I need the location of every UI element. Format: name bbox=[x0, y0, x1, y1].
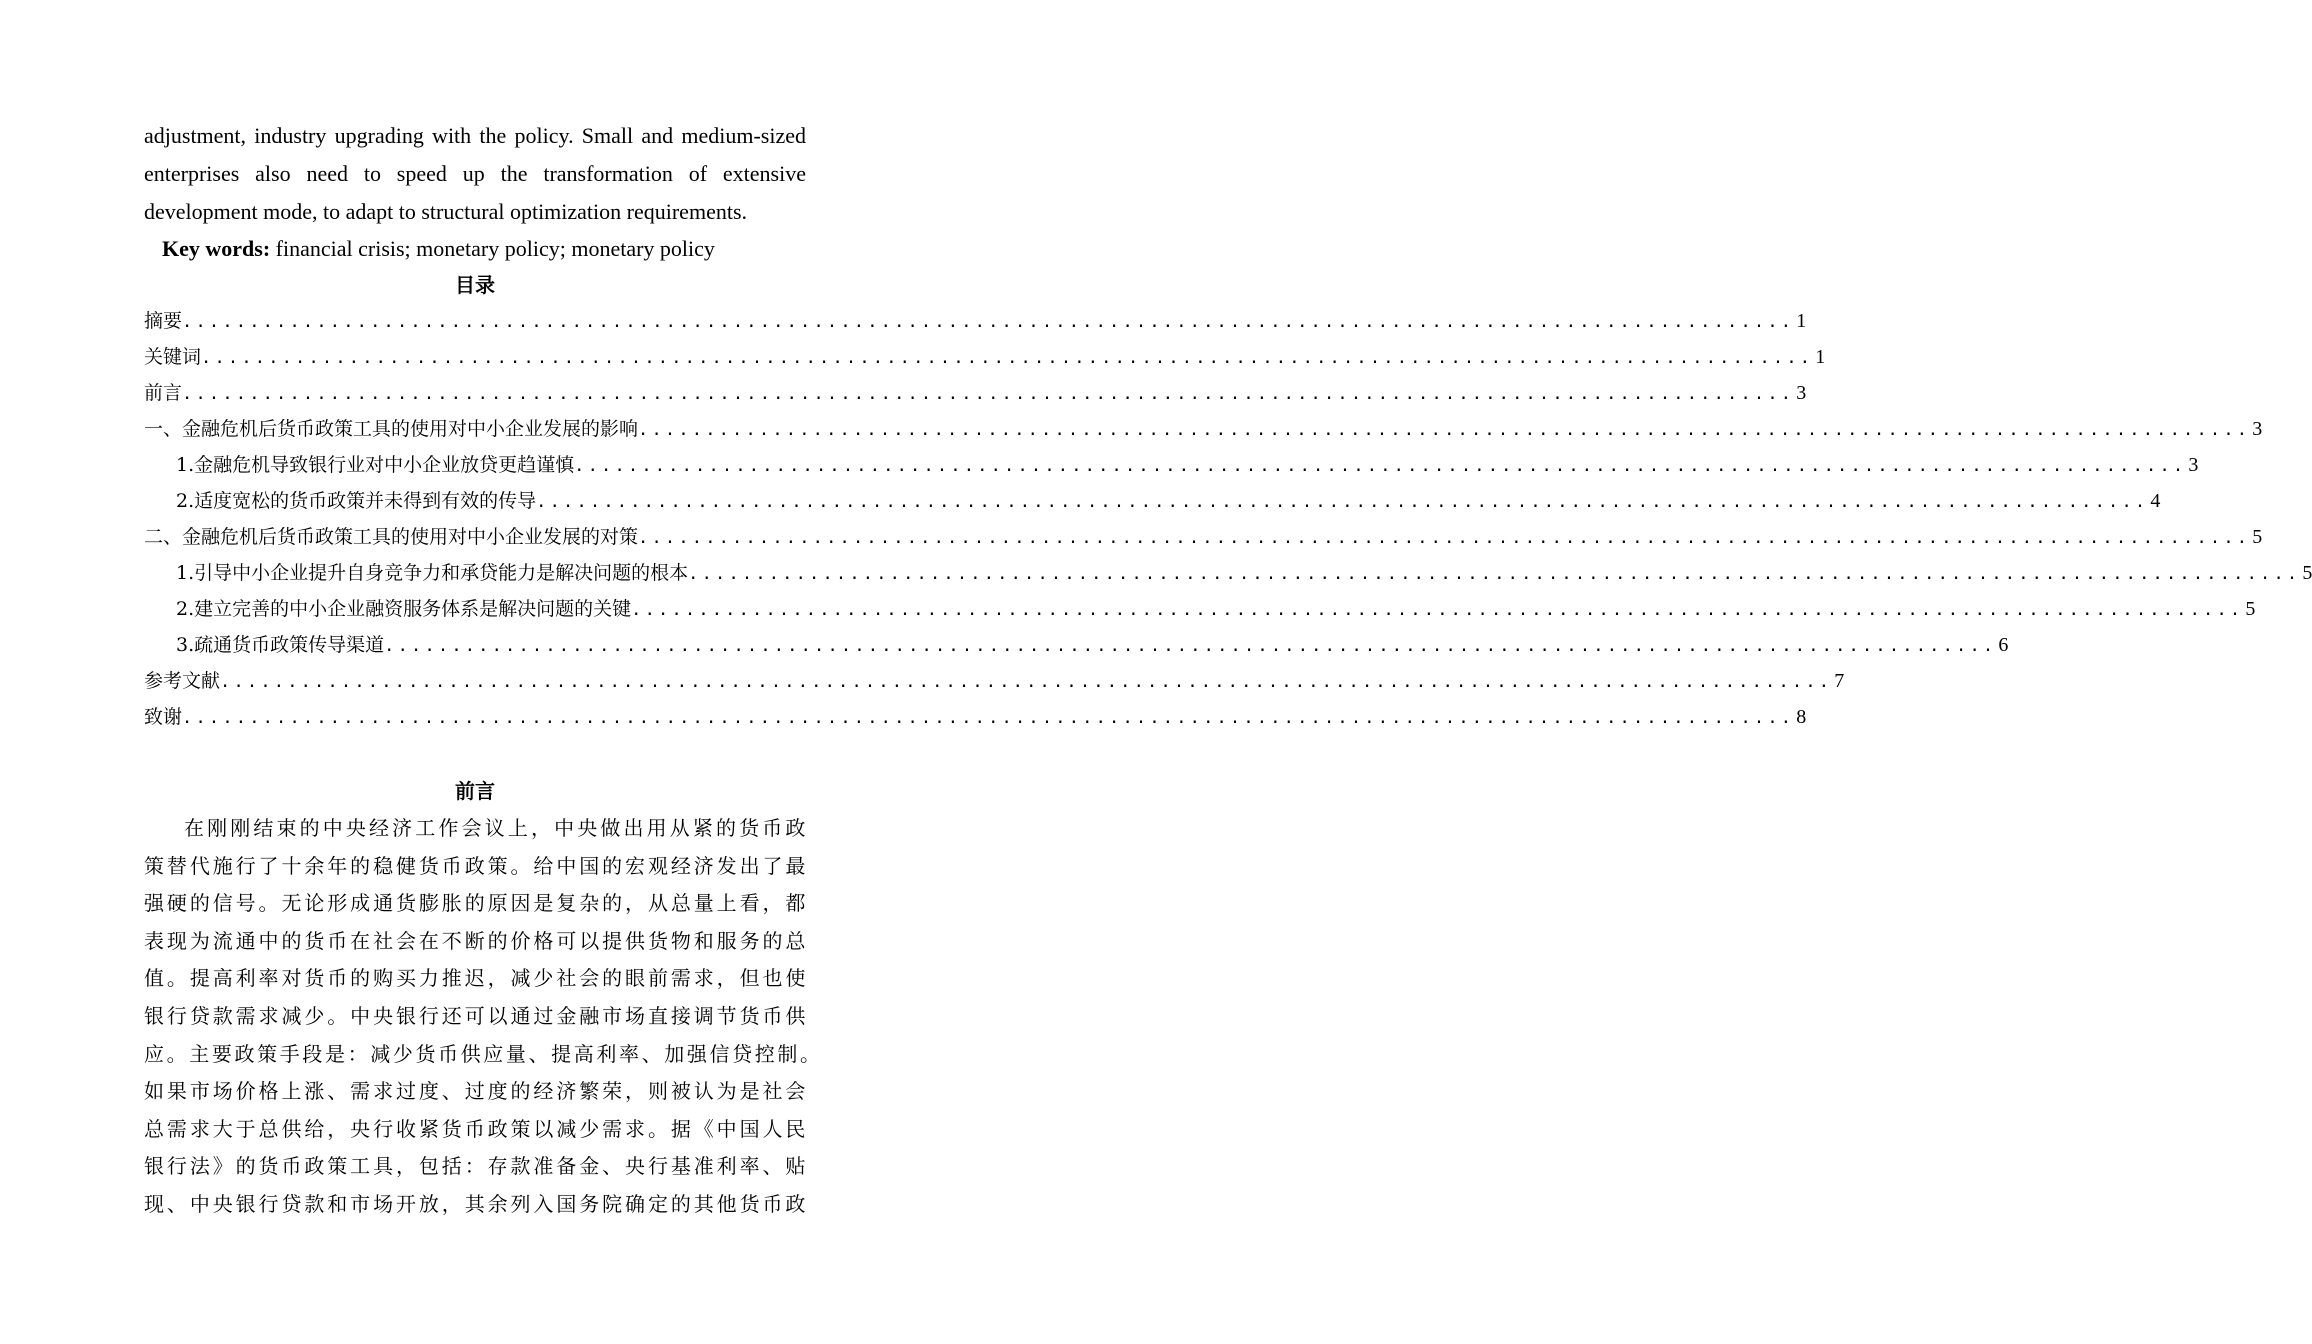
preface-title: 前言 bbox=[455, 779, 495, 803]
abstract-line: enterprises also need to speed up the transformation of extensive bbox=[144, 161, 806, 186]
toc-entry-page: 1 bbox=[1815, 346, 1826, 368]
toc-entry[interactable] bbox=[176, 450, 2199, 480]
toc-leader-dots: ........................................................................................................................ bbox=[201, 348, 1814, 368]
toc-entry-title: 1.金融危机导致银行业对中小企业放贷更趋谨慎 bbox=[176, 454, 575, 476]
toc-leader-dots: ........................................................................................................................ bbox=[631, 600, 2244, 620]
toc-entry[interactable] bbox=[144, 522, 2263, 552]
toc-entry[interactable] bbox=[176, 558, 2312, 588]
preface-line: 银行法》的货币政策工具，包括：存款准备金、央行基准利率、贴 bbox=[144, 1154, 806, 1178]
toc-entry-page: 7 bbox=[1834, 670, 1845, 692]
abstract-line: development mode, to adapt to structural optimization requirements. bbox=[144, 199, 748, 224]
toc-entry-page: 4 bbox=[2150, 490, 2161, 512]
toc-entry-page: 1 bbox=[1796, 310, 1807, 332]
toc-entry-page: 3 bbox=[2252, 418, 2263, 440]
preface-line: 总需求大于总供给，央行收紧货币政策以减少需求。据《中国人民 bbox=[144, 1117, 806, 1141]
keywords-line bbox=[162, 236, 715, 262]
toc-entry-page: 8 bbox=[1796, 706, 1807, 728]
toc-leader-dots: ........................................................................................................................ bbox=[688, 564, 2301, 584]
preface-line: 表现为流通中的货币在社会在不断的价格可以提供货物和服务的总 bbox=[144, 929, 806, 953]
toc-entry-page: 3 bbox=[2188, 454, 2199, 476]
toc-entry[interactable] bbox=[144, 414, 2263, 444]
preface-line: 值。提高利率对货币的购买力推迟，减少社会的眼前需求，但也使 bbox=[144, 966, 806, 990]
preface-line: 如果市场价格上涨、需求过度、过度的经济繁荣，则被认为是社会 bbox=[144, 1079, 806, 1103]
toc-entry[interactable] bbox=[176, 486, 2161, 516]
preface-line: 强硬的信号。无论形成通货膨胀的原因是复杂的，从总量上看，都 bbox=[144, 891, 806, 915]
preface-line: 在刚刚结束的中央经济工作会议上，中央做出用从紧的货币政 bbox=[184, 816, 806, 840]
toc-entry[interactable] bbox=[144, 378, 1807, 408]
toc-leader-dots: ........................................................................................................................ bbox=[536, 492, 2149, 512]
toc-entry[interactable] bbox=[144, 666, 1845, 696]
toc-entry-page: 6 bbox=[1998, 634, 2009, 656]
toc-leader-dots: ........................................................................................................................ bbox=[384, 636, 1997, 656]
toc-entry[interactable] bbox=[144, 702, 1807, 732]
toc-entry-title: 二、金融危机后货币政策工具的使用对中小企业发展的对策 bbox=[144, 526, 639, 548]
toc-entry-title: 3.疏通货币政策传导渠道 bbox=[176, 634, 385, 656]
toc-leader-dots: ........................................................................................................................ bbox=[574, 456, 2187, 476]
toc-entry-title: 1.引导中小企业提升自身竞争力和承贷能力是解决问题的根本 bbox=[176, 562, 689, 584]
abstract-line: adjustment, industry upgrading with the policy. Small and medium-sized bbox=[144, 123, 806, 148]
toc-leader-dots: ........................................................................................................................ bbox=[220, 672, 1833, 692]
toc-entry-title: 致谢 bbox=[144, 706, 183, 728]
toc-entry-page: 5 bbox=[2302, 562, 2312, 584]
toc-entry-page: 5 bbox=[2245, 598, 2256, 620]
toc-entry[interactable] bbox=[144, 306, 1807, 336]
toc-leader-dots: ........................................................................................................................ bbox=[182, 312, 1795, 332]
toc-entry-page: 5 bbox=[2252, 526, 2263, 548]
toc-leader-dots: ........................................................................................................................ bbox=[182, 708, 1795, 728]
preface-line: 银行贷款需求减少。中央银行还可以通过金融市场直接调节货币供 bbox=[144, 1004, 806, 1028]
toc-leader-dots: ........................................................................................................................ bbox=[638, 420, 2251, 440]
toc-entry-title: 前言 bbox=[144, 382, 183, 404]
toc-entry[interactable] bbox=[144, 342, 1826, 372]
preface-line: 应。主要政策手段是：减少货币供应量、提高利率、加强信贷控制。 bbox=[144, 1042, 820, 1066]
keywords-text: financial crisis; monetary policy; monetary policy bbox=[270, 236, 715, 261]
toc-entry-title: 参考文献 bbox=[144, 670, 221, 692]
toc-entry-title: 2.建立完善的中小企业融资服务体系是解决问题的关键 bbox=[176, 598, 632, 620]
keywords-label: Key words: bbox=[162, 236, 271, 261]
toc-entry-title: 关键词 bbox=[144, 346, 202, 368]
toc-leader-dots: ........................................................................................................................ bbox=[638, 528, 2251, 548]
toc-entry-page: 3 bbox=[1796, 382, 1807, 404]
preface-line: 策替代施行了十余年的稳健货币政策。给中国的宏观经济发出了最 bbox=[144, 854, 806, 878]
toc-leader-dots: ........................................................................................................................ bbox=[182, 384, 1795, 404]
toc-entry[interactable] bbox=[176, 630, 2009, 660]
preface-line: 现、中央银行贷款和市场开放，其余列入国务院确定的其他货币政 bbox=[144, 1192, 806, 1216]
toc-entry-title: 2.适度宽松的货币政策并未得到有效的传导 bbox=[176, 490, 537, 512]
toc-entry[interactable] bbox=[176, 594, 2256, 624]
toc-title: 目录 bbox=[455, 273, 495, 297]
toc-entry-title: 一、金融危机后货币政策工具的使用对中小企业发展的影响 bbox=[144, 418, 639, 440]
toc-entry-title: 摘要 bbox=[144, 310, 183, 332]
